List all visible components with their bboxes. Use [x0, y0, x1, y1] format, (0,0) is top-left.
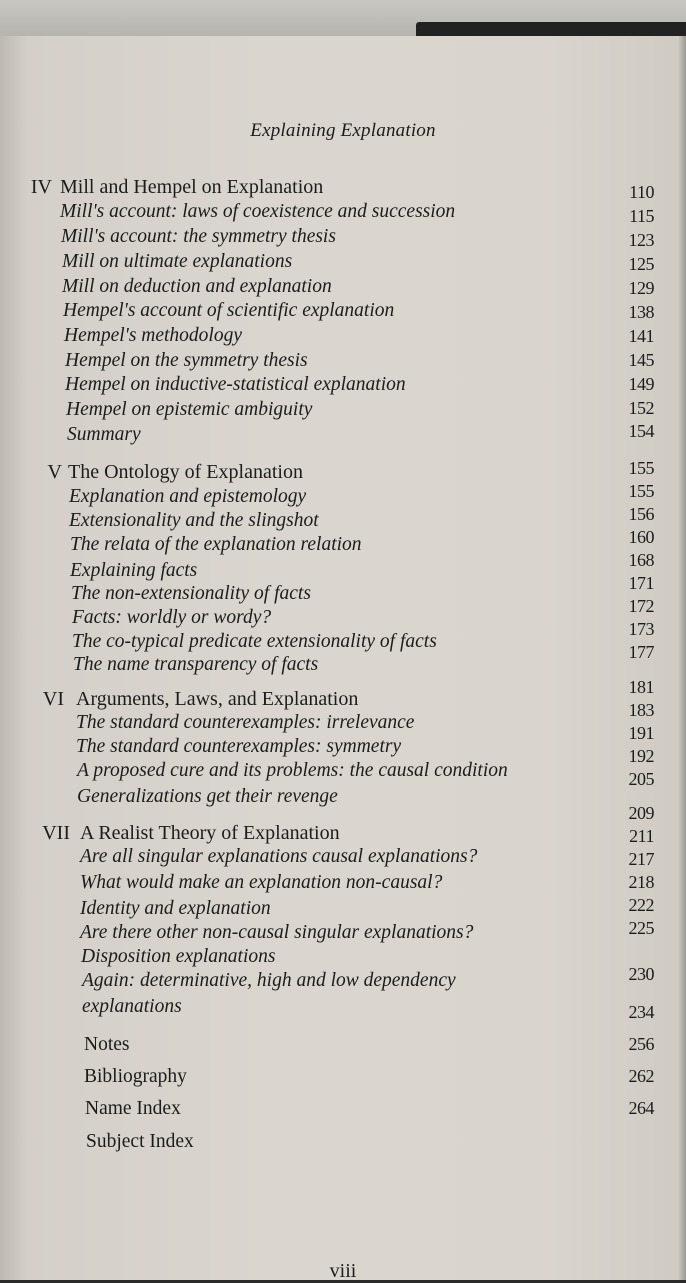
toc-entry: Are all singular explanations causal explanations? — [80, 846, 478, 867]
page-number: 152 — [628, 398, 654, 418]
toc-entry: Again: determinative, high and low dependency — [82, 970, 456, 991]
toc-entry: What would make an explanation non-causal? — [80, 872, 443, 893]
toc-entry: Are there other non-causal singular explanations? — [80, 922, 474, 943]
page-number: 183 — [628, 700, 654, 720]
back-matter-bibliography: Bibliography — [84, 1066, 187, 1087]
page-number: 205 — [628, 769, 654, 789]
page-number: 173 — [628, 619, 654, 639]
back-matter-notes: Notes — [84, 1034, 130, 1055]
toc-entry: The name transparency of facts — [73, 654, 319, 675]
running-head: Explaining Explanation — [250, 120, 436, 141]
page-number: 145 — [628, 350, 654, 370]
toc-entry: The relata of the explanation relation — [70, 534, 362, 555]
page-number: 110 — [629, 182, 654, 202]
page-number: 155 — [628, 458, 654, 478]
chapter-numeral: V — [47, 461, 62, 483]
toc-entry: Facts: worldly or wordy? — [72, 607, 272, 628]
chapter-title: The Ontology of Explanation — [68, 461, 303, 483]
page-number: 264 — [628, 1098, 654, 1118]
chapter-numeral: VII — [42, 822, 70, 844]
chapter-numeral: VI — [42, 688, 64, 710]
page-number: 217 — [628, 849, 654, 869]
page-number: 129 — [628, 278, 654, 298]
toc-entry: Hempel on the symmetry thesis — [65, 350, 308, 371]
page-number: 141 — [628, 326, 654, 346]
page-number: 262 — [628, 1066, 654, 1086]
page-number: 230 — [628, 964, 654, 984]
page-number: 138 — [628, 302, 654, 322]
chapter-title: A Realist Theory of Explanation — [80, 822, 340, 844]
page-number: 123 — [628, 230, 654, 250]
page-number: 177 — [628, 642, 654, 662]
page-number: 192 — [628, 746, 654, 766]
chapter-title: Arguments, Laws, and Explanation — [76, 688, 359, 710]
toc-entry: Mill on deduction and explanation — [62, 276, 332, 297]
page-number: 181 — [628, 677, 654, 697]
toc-entry: Hempel on inductive-statistical explanation — [65, 374, 406, 395]
toc-entry: The co-typical predicate extensionality of facts — [72, 631, 437, 652]
chapter-row — [0, 176, 686, 202]
page-number: 171 — [628, 573, 654, 593]
page-number: 160 — [628, 527, 654, 547]
toc-entry: Identity and explanation — [80, 898, 271, 919]
toc-entry: Mill's account: laws of coexistence and succession — [60, 201, 456, 222]
chapter-row — [0, 822, 686, 848]
page-number: 168 — [628, 550, 654, 570]
toc-entry: Extensionality and the slingshot — [69, 510, 319, 531]
chapter-row — [0, 688, 686, 714]
page-number: 155 — [628, 481, 654, 501]
toc-entry: explanations — [82, 996, 182, 1017]
toc-entry: Summary — [67, 424, 141, 445]
toc-entry: Disposition explanations — [81, 946, 276, 967]
toc-entry: Hempel's methodology — [64, 325, 243, 346]
page-number: 211 — [629, 826, 654, 846]
page-folio: viii — [329, 1260, 357, 1282]
page-number: 218 — [628, 872, 654, 892]
chapter-title: Mill and Hempel on Explanation — [60, 176, 324, 198]
toc-entry: Explanation and epistemology — [69, 486, 307, 507]
toc-entry: Mill on ultimate explanations — [62, 251, 293, 272]
page-number: 256 — [628, 1034, 654, 1054]
toc-entry: The standard counterexamples: irrelevance — [76, 712, 415, 733]
back-matter-subject-index: Subject Index — [86, 1131, 194, 1152]
toc-entry: Hempel's account of scientific explanation — [63, 300, 395, 321]
chapter-row — [0, 461, 686, 487]
page-number: 191 — [628, 723, 654, 743]
page-number: 125 — [628, 254, 654, 274]
page-number: 172 — [628, 596, 654, 616]
toc-entry: The non-extensionality of facts — [71, 583, 311, 604]
book-page — [0, 36, 686, 1280]
toc-entry: The standard counterexamples: symmetry — [76, 736, 402, 757]
toc-entry: Generalizations get their revenge — [77, 786, 338, 807]
toc-entry: Hempel on epistemic ambiguity — [66, 399, 313, 420]
page-number: 154 — [628, 421, 654, 441]
book-background-top — [0, 0, 686, 40]
page-number: 115 — [629, 206, 654, 226]
page-number: 156 — [628, 504, 654, 524]
page-number: 209 — [628, 803, 654, 823]
back-matter-name-index: Name Index — [85, 1098, 181, 1119]
page-number: 149 — [628, 374, 654, 394]
page-number: 234 — [628, 1002, 654, 1022]
chapter-numeral: IV — [30, 176, 52, 198]
toc-entry: Mill's account: the symmetry thesis — [61, 226, 336, 247]
toc-entry: A proposed cure and its problems: the causal condition — [77, 760, 508, 781]
page-number: 225 — [628, 918, 654, 938]
page-number: 222 — [628, 895, 654, 915]
toc-entry: Explaining facts — [70, 560, 198, 581]
